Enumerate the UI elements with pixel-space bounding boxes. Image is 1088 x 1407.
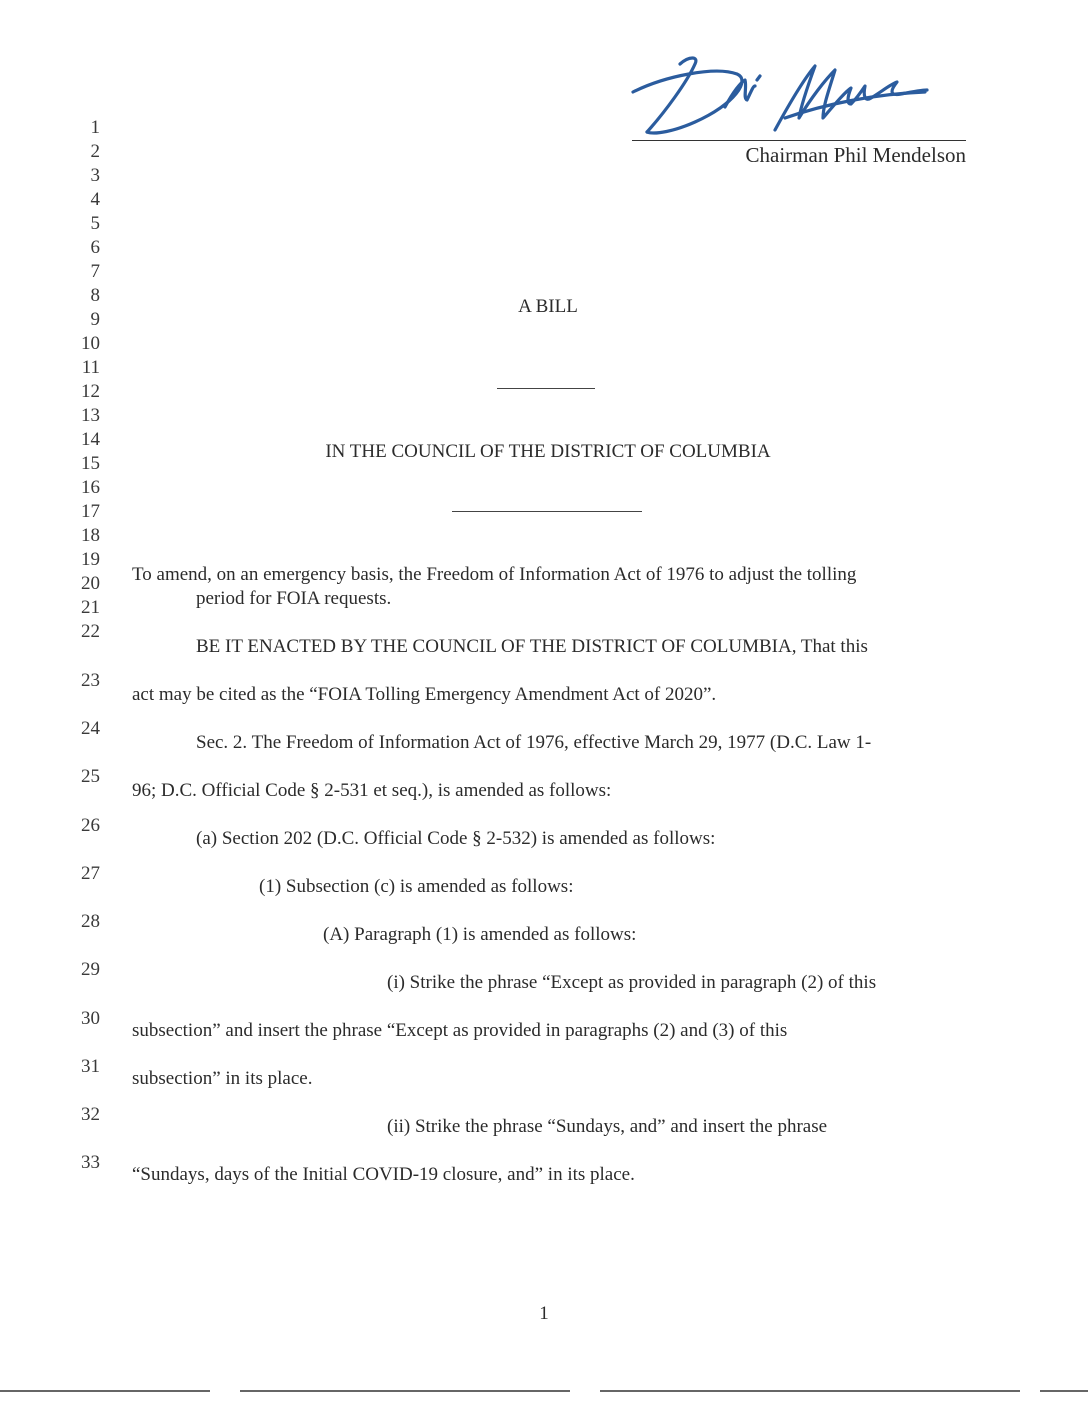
separator-rule (497, 388, 595, 389)
line-number: 17 (81, 501, 100, 522)
line-number: 7 (90, 261, 100, 282)
line-number: 16 (81, 477, 100, 498)
line-number: 3 (90, 165, 100, 186)
line-number: 20 (81, 573, 100, 594)
line-number: 12 (81, 381, 100, 402)
line-number: 5 (90, 213, 100, 234)
separator-rule (452, 511, 642, 512)
body-line: “Sundays, days of the Initial COVID-19 closure, and” in its place. (132, 1164, 635, 1185)
line-number: 28 (81, 911, 100, 932)
line-number: 23 (81, 670, 100, 691)
line-number: 24 (81, 718, 100, 739)
scan-edge-mark (1040, 1390, 1088, 1392)
line-number: 31 (81, 1056, 100, 1077)
body-line: (i) Strike the phrase “Except as provided in paragraph (2) of this (387, 972, 877, 993)
line-number: 2 (90, 141, 100, 162)
line-number: 29 (81, 959, 100, 980)
line-number: 21 (81, 597, 100, 618)
line-number: 4 (90, 189, 100, 210)
long-title-line: To amend, on an emergency basis, the Freedom of Information Act of 1976 to adjust the tolling (132, 564, 857, 585)
council-heading: IN THE COUNCIL OF THE DISTRICT OF COLUMBIA (325, 441, 771, 462)
line-number: 26 (81, 815, 100, 836)
long-title-line: period for FOIA requests. (196, 588, 392, 609)
line-number: 10 (81, 333, 100, 354)
body-line: subsection” in its place. (132, 1068, 313, 1089)
body-line: act may be cited as the “FOIA Tolling Emergency Amendment Act of 2020”. (132, 684, 717, 705)
line-number: 14 (81, 429, 100, 450)
line-number: 1 (90, 117, 100, 138)
body-line: BE IT ENACTED BY THE COUNCIL OF THE DISTRICT OF COLUMBIA, That this (196, 636, 868, 657)
body-line: (a) Section 202 (D.C. Official Code § 2-532) is amended as follows: (196, 828, 716, 849)
line-number: 27 (81, 863, 100, 884)
scan-edge-mark (240, 1390, 570, 1392)
line-number: 22 (81, 621, 100, 642)
bill-heading: A BILL (518, 296, 578, 317)
line-number: 19 (81, 549, 100, 570)
line-number: 8 (90, 285, 100, 306)
line-number: 11 (81, 357, 100, 378)
handwritten-signature (625, 52, 935, 142)
signatory-name: Chairman Phil Mendelson (745, 143, 966, 167)
body-line: 96; D.C. Official Code § 2-531 et seq.), is amended as follows: (132, 780, 612, 801)
body-line: (1) Subsection (c) is amended as follows: (259, 876, 574, 897)
scan-edge-mark (600, 1390, 1020, 1392)
line-number: 6 (90, 237, 100, 258)
body-line: subsection” and insert the phrase “Except as provided in paragraphs (2) and (3) of this (132, 1020, 788, 1041)
line-number: 18 (81, 525, 100, 546)
scan-edge-mark (0, 1390, 210, 1392)
line-number: 32 (81, 1104, 100, 1125)
page-number: 1 (539, 1303, 549, 1324)
signature-line (632, 140, 966, 141)
line-number: 25 (81, 766, 100, 787)
body-line: (ii) Strike the phrase “Sundays, and” and insert the phrase (387, 1116, 828, 1137)
body-line: Sec. 2. The Freedom of Information Act of 1976, effective March 29, 1977 (D.C. Law 1- (196, 732, 872, 753)
line-number: 13 (81, 405, 100, 426)
line-number: 15 (81, 453, 100, 474)
line-number: 9 (90, 309, 100, 330)
body-line: (A) Paragraph (1) is amended as follows: (323, 924, 637, 945)
line-number: 30 (81, 1008, 100, 1029)
line-number: 33 (81, 1152, 100, 1173)
